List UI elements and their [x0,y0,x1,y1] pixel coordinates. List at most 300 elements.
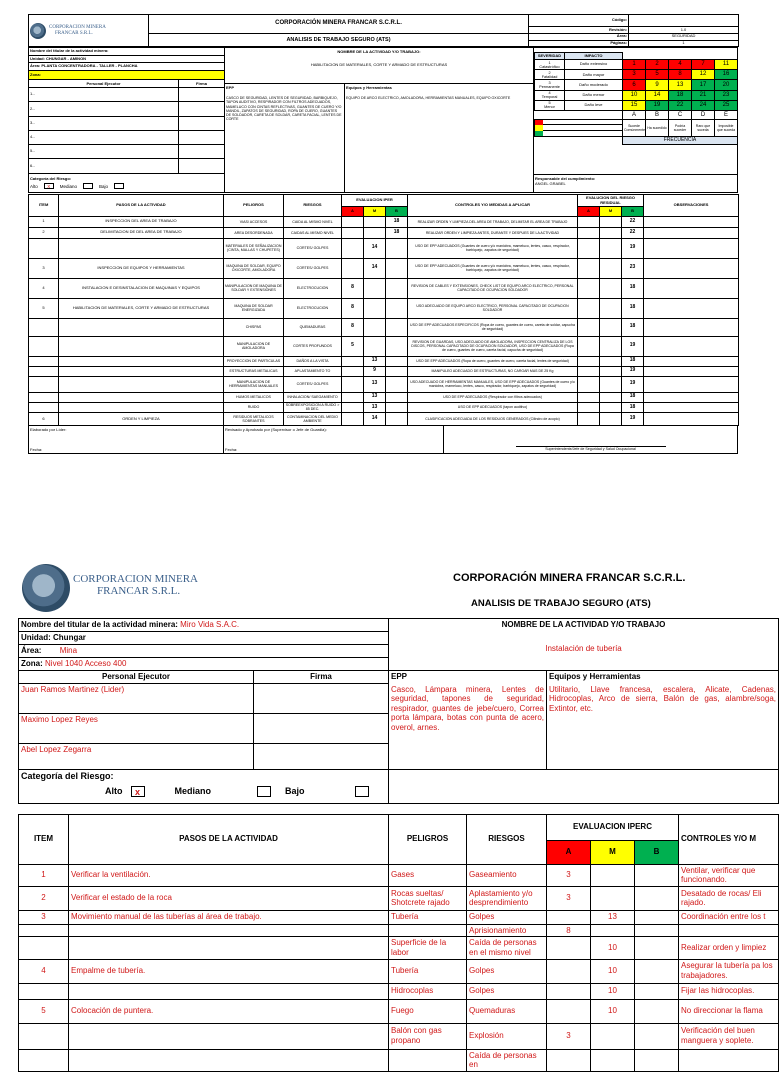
cell-riesgo: Quemaduras [467,999,547,1023]
cell-res-a [578,318,600,336]
cell-iperc-m: 13 [364,356,386,366]
cell-iperc-b [386,366,408,376]
cell-paso [59,336,224,356]
epp-text-bottom: Casco, Lámpara minera, Lentes de seguridad, tapones de seguridad, respirador, guantes de jebe/cuero, Correa porta lámpara, botas con punta de acero, overol, arnes. [391,684,544,732]
matrix-cell: 24 [692,100,715,110]
cell-res-a [578,298,600,318]
cell-iperc-b [386,258,408,278]
cell-res-a [578,216,600,227]
cell-iperc-a [342,356,364,366]
firma-1[interactable] [254,683,389,713]
th-res-a: A [578,206,600,216]
cell-iperc-b: 18 [386,227,408,238]
meta-value-area: SEGURIDAD [629,33,739,40]
firma-3[interactable] [254,743,389,769]
table-row [29,278,739,298]
cell-res-b: 18 [622,318,644,336]
matrix-cell: 3 [623,70,646,80]
cell-riesgo: Golpes [467,910,547,924]
firma-row-3[interactable] [179,116,225,130]
cell-peligro: CHISPAS [224,318,284,336]
table-row [29,238,739,258]
table-row [29,298,739,318]
th-b-bottom: B [635,840,679,864]
freq-letter-b: B [646,110,669,119]
cell-observacion[interactable] [644,258,739,278]
bottom-header [18,560,768,618]
personal-header-bottom: Personal Ejecutor [19,671,254,684]
cell-iperc-a [342,402,364,412]
cell-control: CLASIFICACION ADECUADA DE LOS RESIDUOS GENERADOS (Cilindro de acopio) [408,413,578,426]
cell-iperc-m [364,278,386,298]
cell-iperc-m: 9 [364,366,386,376]
cell-iperc-a: 5 [342,336,364,356]
risk-matrix [534,52,738,145]
gear-logo-icon [30,23,46,39]
cell-res-b: 22 [622,216,644,227]
impact-header: IMPACTO [565,53,623,60]
freq-letter-e: E [715,110,738,119]
cell-res-a [578,258,600,278]
cell-paso [69,1049,389,1071]
cell-peligro: ESTRUCTURAS METALICAS [224,366,284,376]
cell-peligro: HUMOS METALICOS [224,392,284,402]
cell-peligro: Tubería [389,959,467,983]
cell-riesgo: Golpes [467,959,547,983]
mediano-checkbox[interactable] [83,183,93,189]
cell-observacion[interactable] [644,376,739,392]
meta-label-code: Código: [529,15,629,27]
cell-iperc-a [547,983,591,999]
matrix-cell: 20 [715,80,738,90]
cell-control: Fijar las hidrocoplas. [679,983,779,999]
matrix-cell: 11 [715,60,738,70]
cell-res-a [578,238,600,258]
alto-label-bottom: Alto [105,786,123,797]
cell-control: Realizar orden y limpiez [679,937,779,959]
cell-control [679,1049,779,1071]
cell-item [29,402,59,412]
titular-label-bottom: Nombre del titular de la actividad minera: [21,620,178,630]
matrix-cell: 16 [715,70,738,80]
cell-paso: INSPECCION DE EQUIPOS Y HERRAMIENTAS [59,258,224,278]
cell-paso [59,356,224,366]
cell-riesgo: CORTES/ GOLPES [284,376,342,392]
info-block [28,47,738,193]
cell-peligro: Rocas sueltas/ Shotcrete rajado [389,886,467,910]
cell-observacion[interactable] [644,216,739,227]
th-m: M [364,206,386,216]
cell-riesgo: SOBREEXPOSICION A RUIDO > 85 DEC. [284,402,342,412]
table-row [19,886,779,910]
table-row [29,216,739,227]
equipos-label-bottom: Equipos y Herramientas [549,672,641,681]
cell-iperc-b [635,1023,679,1049]
cell-iperc-b: 18 [386,216,408,227]
area-label-bottom: Área: [21,646,42,656]
freq-desc-e: Imposible que suceda [715,119,738,136]
cell-iperc-b [386,278,408,298]
cell-observacion[interactable] [644,238,739,258]
cell-riesgo: Explosión [467,1023,547,1049]
cell-iperc-a [342,258,364,278]
cell-item: 5 [19,999,69,1023]
cell-iperc-b [635,864,679,886]
cell-peligro: MANIPULACION DE MAQUINA DE SOLDAR Y EXTENSIONES [224,278,284,298]
cell-control: MANIPULEO ADECUADO DE ESTRUCTURAS, NO CARGAR MAS DE 25 Kg [408,366,578,376]
cell-peligro: Fuego [389,999,467,1023]
firma-row-5[interactable] [179,145,225,159]
cell-peligro [389,924,467,937]
bajo-label: Bajo [99,183,109,189]
equipos-text: EQUIPO DE ARCO ELECTRICO, AMOLADORA, HERRAMIENTAS MANUALES, EQUIPO OXICORTE [346,96,511,101]
cell-paso [69,924,389,937]
cell-control: USO ADECUADO DE EQUIPO ARCO ELECTRICO, PERSONAL CAPACITADO DE OCUPACION SOLDADOR [408,298,578,318]
cell-res-m [600,278,622,298]
matrix-cell: 15 [623,100,646,110]
cell-control [679,924,779,937]
table-row [29,356,739,366]
cell-observacion[interactable] [644,227,739,238]
cell-riesgo: CAIDA AL MISMO NIVEL [284,216,342,227]
cell-paso: HABILITACION DE MATERIALES, CORTE Y ARMADO DE ESTRUCTURAS [59,298,224,318]
personal-header: Personal Ejecutor [29,80,179,88]
bajo-checkbox-bottom[interactable] [355,786,369,797]
cell-res-b: 18 [622,402,644,412]
matrix-cell: 18 [669,90,692,100]
superintendente-label: Superintendente/Jefe de Seguridad y Salud Ocupacional [516,446,666,451]
responsable-name: ANGEL GRABEL [535,181,566,187]
equipos-cell [345,84,533,192]
cell-item: 3 [29,258,59,278]
personal-row-3[interactable]: 3.- [29,116,179,130]
cell-riesgo: QUEMADURAS [284,318,342,336]
cell-peligro [389,1049,467,1071]
cell-iperc-a [342,216,364,227]
matrix-cell: 4 [669,60,692,70]
meta-label-revision: Revisión: [529,27,629,34]
table-row [29,227,739,238]
th-a: A [342,206,364,216]
matrix-impact: Daño moderado [565,80,623,90]
mediano-label: Mediano [59,183,78,189]
matrix-cell: 10 [623,90,646,100]
matrix-cell: 17 [692,80,715,90]
info-left-table [28,47,225,193]
cell-res-a [578,413,600,426]
cell-iperc-a [342,413,364,426]
cell-peligro: MANIPULACION DE HERRAMIENTAS MANUALES [224,376,284,392]
th-m-bottom: M [591,840,635,864]
cell-iperc-a: 8 [342,318,364,336]
cell-riesgo: Caída de personas en el mismo nivel [467,937,547,959]
matrix-cell: 8 [669,70,692,80]
cell-riesgo: Caída de personas en [467,1049,547,1071]
table-row [19,864,779,886]
cell-item [29,336,59,356]
table-row [29,318,739,336]
th-res-b: B [622,206,644,216]
cell-iperc-a: 8 [342,298,364,318]
firma-row-6[interactable] [179,159,225,173]
meta-value-pages: 1 [629,40,739,47]
cell-iperc-b [635,886,679,910]
cell-res-m [600,413,622,426]
cell-iperc-m: 13 [591,910,635,924]
personal-2[interactable]: Maximo Lopez Reyes [19,713,254,743]
cell-observacion[interactable] [644,366,739,376]
cell-iperc-b [386,356,408,366]
th-pasos-bottom: PASOS DE LA ACTIVIDAD [69,814,389,864]
epp-cell [225,84,345,192]
th-iperc: EVALUACION IPER [342,195,408,206]
alto-checkbox[interactable]: X [44,183,54,189]
company-logo [30,23,147,39]
cell-observacion[interactable] [644,298,739,318]
cell-paso [59,366,224,376]
cell-item [29,366,59,376]
cell-iperc-a: 3 [547,864,591,886]
table-row [19,959,779,983]
cell-control: USO DE EPP ADECUADOS (Guantes de cuero y/o maniobra, mameluco, lentes, casco, respirador, barbiquejo, zapatos de seguridad) [408,258,578,278]
matrix-cell: 7 [692,60,715,70]
cell-riesgo: INHALACION/ SAEGAMIENTO [284,392,342,402]
th-controles: CONTROLES Y/O MEDIDAS A APLICAR [408,195,578,216]
matrix-cell: 1 [623,60,646,70]
cell-res-m [600,216,622,227]
matrix-cell: 22 [669,100,692,110]
cell-iperc-a [342,366,364,376]
mediano-checkbox-bottom[interactable] [257,786,271,797]
personal-row-1[interactable]: 1.- [29,88,179,102]
table-row [29,376,739,392]
matrix-severity-num: 2 [548,70,551,75]
personal-row-2[interactable]: 2.- [29,102,179,116]
cell-riesgo: Gaseamiento [467,864,547,886]
cell-res-b: 18 [622,298,644,318]
cell-res-b: 18 [622,392,644,402]
responsable-label: Responsable del cumplimiento: [535,176,596,182]
cell-res-m [600,318,622,336]
cell-riesgo: Aplastamiento y/o desprendimiento [467,886,547,910]
cell-iperc-a [547,1049,591,1071]
cell-item [19,924,69,937]
matrix-severity-num: 3 [548,81,551,86]
th-item-bottom: ITEM [19,814,69,864]
risk-matrix-body [535,60,738,111]
cell-iperc-m [591,1049,635,1071]
cell-observacion[interactable] [644,356,739,366]
cell-iperc-b [635,983,679,999]
cell-res-a [578,336,600,356]
company-logo-bottom [22,564,198,612]
epp-label: EPP [226,85,235,91]
cell-iperc-a [547,999,591,1023]
cell-observacion[interactable] [644,278,739,298]
th-iperc-bottom: EVALUACION IPERC [547,814,679,840]
cell-iperc-a: 8 [547,924,591,937]
freq-desc-a: Sucede Comúnmente [623,119,646,136]
table-row [19,1049,779,1071]
elaborado-label: Elaborado por Líder: [30,427,67,433]
activity-name-label: NOMBRE DE LA ACTIVIDAD Y/O TRABAJO: [337,49,421,55]
cell-control: REALIZAR ORDEN Y LIMPIEZA ANTES, DURANTE Y DESPUES DE LA ACTIVIDAD [408,227,578,238]
titular-cell [19,619,389,632]
firma-row-4[interactable] [179,130,225,144]
zona-field[interactable]: Zona: [29,70,225,80]
cell-item [19,1049,69,1071]
cell-res-b: 19 [622,413,644,426]
info-table-bottom [18,618,779,804]
table-row [29,336,739,356]
cell-iperc-m: 10 [591,937,635,959]
cell-item: 4 [29,278,59,298]
severity-header: SEVERIDAD [535,53,565,60]
titular-label: Nombre del titular de la actividad minera: [29,48,225,55]
cell-paso [69,937,389,959]
th-riesgos-bottom: RIESGOS [467,814,547,864]
freq-desc-b: Ha sucedido [646,119,669,136]
matrix-severity-name: Menor [544,105,555,110]
cell-res-a [578,366,600,376]
cell-observacion[interactable] [644,336,739,356]
personal-3[interactable]: Abel Lopez Zegarra [19,743,254,769]
activity-rows-top [29,216,739,425]
logo-line-2: FRANCAR S.R.L. [55,30,93,36]
firma-2[interactable] [254,713,389,743]
alto-checkbox-bottom[interactable]: x [131,786,145,797]
cell-peligro: Superficie de la labor [389,937,467,959]
matrix-severity-name: Catastrófico [539,64,560,69]
cell-res-m [600,402,622,412]
cell-iperc-a [342,227,364,238]
cell-riesgo: ELECTROCUCION [284,298,342,318]
cell-paso: ORDEN Y LIMPIEZA [59,413,224,426]
matrix-severity [535,80,565,90]
cell-paso: Movimiento manual de las tuberías al área de trabajo. [69,910,389,924]
alto-label: Alto [30,183,38,189]
matrix-cell: 6 [623,80,646,90]
cell-riesgo: APLASTAMIENTO TO [284,366,342,376]
cell-observacion[interactable] [644,413,739,426]
equipos-cell-bottom [547,671,779,770]
cell-riesgo: CONTAMINACION DEL MEDIO AMBIENTE [284,413,342,426]
table-row [19,937,779,959]
matrix-cell: 14 [646,90,669,100]
cell-iperc-b [635,924,679,937]
cell-iperc-a [547,910,591,924]
cell-peligro: Gases [389,864,467,886]
personal-row-6[interactable]: 6.- [29,159,179,173]
matrix-impact: Daño menor [565,90,623,100]
cell-paso: INSPECCION DEL AREA DE TRABAJO [59,216,224,227]
cell-peligro: VIAS/ ACCESOS [224,216,284,227]
cell-paso: Verificar la ventilación. [69,864,389,886]
cell-peligro: Hidrocoplas [389,983,467,999]
cell-item [29,392,59,402]
matrix-cell: 19 [646,100,669,110]
freq-letter-c: C [669,110,692,119]
cell-control: Desatado de rocas/ Eli rajado. [679,886,779,910]
matrix-cell: 9 [646,80,669,90]
cell-res-b: 18 [622,278,644,298]
personal-row-5[interactable]: 5.- [29,145,179,159]
matrix-cell: 23 [715,90,738,100]
table-row [29,413,739,426]
cell-paso [69,983,389,999]
equipos-label: Equipos y Herramientas [346,85,392,91]
cell-item [29,376,59,392]
document-title: ANALISIS DE TRABAJO SEGURO (ATS) [149,33,529,47]
cell-observacion[interactable] [644,392,739,402]
matrix-row [535,70,738,80]
cell-observacion[interactable] [644,318,739,336]
cell-iperc-m [591,864,635,886]
cell-iperc-b [386,298,408,318]
signature-block [28,426,738,454]
personal-1[interactable]: Juan Ramos Martinez (Lider) [19,683,254,713]
matrix-row [535,80,738,90]
matrix-row [535,100,738,110]
cell-control: USO ADECUADO DE HERRAMIENTAS MANUALES, USO DE EPP ADECUADOS (Guantes de cuero y/o maniobra, mameluco, lentes, casco, respirador, barbiquejo, zapatos de seguridad) [408,376,578,392]
cell-res-b: 19 [622,336,644,356]
zona-value: Nivel 1040 Acceso 400 [45,659,127,669]
cell-riesgo: ELECTROCUCION [284,278,342,298]
firma-row-1[interactable] [179,88,225,102]
fecha-label-1: Fecha: [30,447,43,453]
cell-control: REVISION DE CABLES Y EXTENSIONES, CHECK LIST DE EQUIPO ARCO ELECTRICO, PERSONAL CAPACITADO DE OCUPACION SOLDADOR [408,278,578,298]
cell-riesgo: CORTES PROFUNDOS [284,336,342,356]
cell-peligro: RUIDO [224,402,284,412]
cell-iperc-b [386,238,408,258]
cell-res-m [600,376,622,392]
header-table [28,14,739,47]
matrix-severity [535,60,565,70]
firma-row-2[interactable] [179,102,225,116]
cell-peligro: MANIPULACION DE AMOLADORA [224,336,284,356]
cell-iperc-m: 14 [364,258,386,278]
cell-res-a [578,278,600,298]
bajo-checkbox[interactable] [114,183,124,189]
ats-form-sheet-top [28,14,738,470]
cell-res-a [578,392,600,402]
mediano-label-bottom: Mediano [174,786,212,797]
activity-table-top [28,194,739,426]
cell-iperc-b [386,376,408,392]
cell-res-a [578,402,600,412]
cell-iperc-m: 10 [591,999,635,1023]
th-residual: EVALUCION DEL RIESGO RESIDUAL [578,195,644,206]
personal-row-4[interactable]: 4.- [29,130,179,144]
cell-iperc-b [386,318,408,336]
cell-res-b: 19 [622,366,644,376]
unidad-value: Chungar [53,633,86,643]
th-pasos: PASOS DE LA ACTIVIDAD [59,195,224,216]
risk-matrix-cell [534,47,738,193]
categoria-label: Categoría del Riesgo: [30,175,72,181]
cell-item: 1 [29,216,59,227]
cell-peligro: Balón con gas propano [389,1023,467,1049]
cell-control: USO DE EPP ADECUADOS (Guantes de cuero y/o maniobra, mameluco, lentes, casco, respirador, barbiquejo, zapatos de seguridad) [408,238,578,258]
cell-iperc-b [386,413,408,426]
matrix-row [535,90,738,100]
cell-item: 2 [29,227,59,238]
cell-iperc-m: 14 [364,413,386,426]
responsable-cell [534,174,737,192]
th-a-bottom: A [547,840,591,864]
cell-observacion[interactable] [644,402,739,412]
cell-iperc-a: 3 [547,886,591,910]
